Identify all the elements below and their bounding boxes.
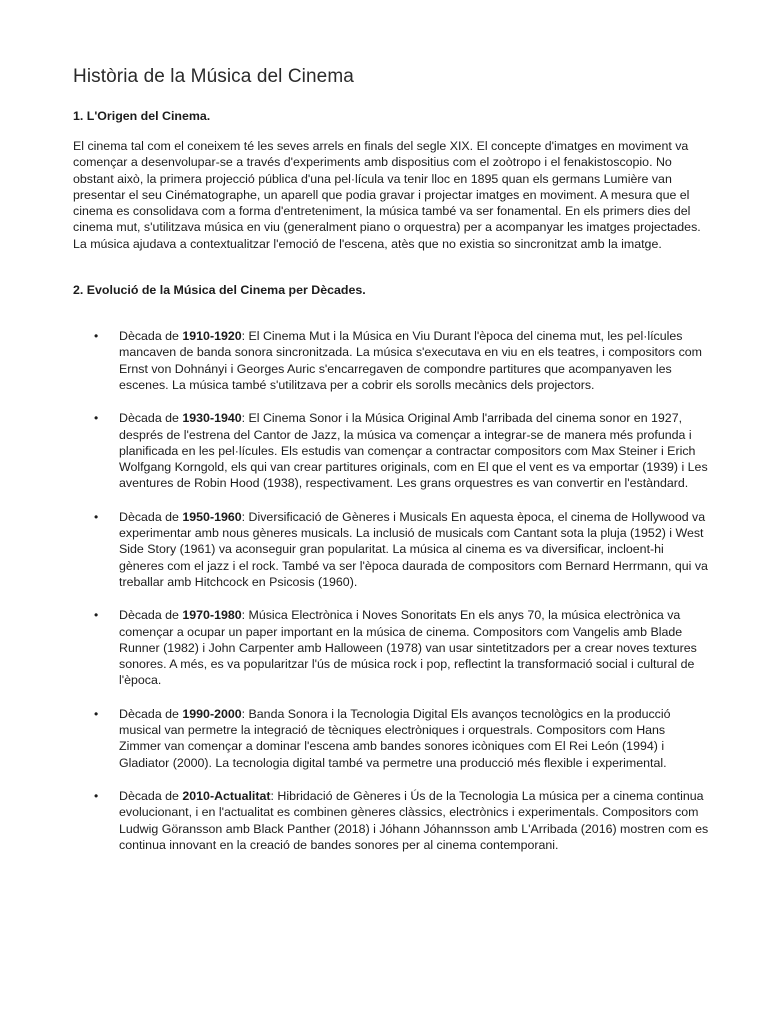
bullet-icon: •: [94, 329, 99, 344]
decade-prefix: Dècada de: [119, 788, 183, 803]
document-page: [73, 66, 709, 870]
decade-prefix: Dècada de: [119, 608, 183, 623]
bullet-icon: •: [94, 706, 99, 721]
bullet-icon: •: [94, 509, 99, 524]
document-title: Història de la Música del Cinema: [73, 66, 354, 87]
decades-list: [73, 328, 709, 853]
section-heading-evolution: 2. Evolució de la Música del Cinema per Dècades.: [73, 283, 366, 298]
decade-period: 1910-1920: [182, 329, 242, 344]
decade-text: : Diversificació de Gèneres i Musicals En aquesta època, el cinema de Hollywood va experimentar amb nous gèneres musicals. La inclusió de musicals com Cantant sota la pluja (1952) i West Side Story (1961) va aconseguir gran popularitat. La música al cinema es va diversificar, incloent-hi gèneres com el jazz i el rock. També va ser l'època daurada de compositors com Bernard Herrmann, qui va treballar amb Hitchcock en Psicosis (1960).: [119, 509, 708, 589]
bullet-icon: •: [94, 608, 99, 623]
list-item-1970: [73, 607, 709, 688]
list-item-1910: [73, 328, 709, 393]
decade-prefix: Dècada de: [119, 706, 183, 721]
list-item-1990: [73, 706, 709, 771]
decade-prefix: Dècada de: [119, 411, 183, 426]
decade-text: : Música Electrònica i Noves Sonoritats En els anys 70, la música electrònica va començar a ocupar un paper important en la música de cinema. Compositors com Vangelis amb Blade Runner (1982) i John Carpenter amb Halloween (1978) van usar sintetitzadors per a crear noves textures sonores. A més, es va popularitzar l'ús de música rock i pop, reflectint la transformació social i cultural de l'època.: [119, 608, 697, 688]
decade-prefix: Dècada de: [119, 509, 183, 524]
list-item-2010: [73, 788, 709, 853]
decade-period: 1970-1980: [182, 608, 242, 623]
bullet-icon: •: [94, 411, 99, 426]
section-heading-origin: 1. L'Origen del Cinema.: [73, 109, 211, 123]
decade-text: : El Cinema Mut i la Música en Viu Durant l'època del cinema mut, les pel·lícules mancaven de banda sonora sincronitzada. La música s'executava en viu en els teatres, i compositors com Ernst von Dohnányi i Georges Auric s'encarregaven de compondre partitures que acompanyaven les escenes. La música també s'utilitzava per a cobrir els sorolls mecànics dels projectors.: [119, 329, 702, 392]
decade-text: : Hibridació de Gèneres i Ús de la Tecnologia La música per a cinema continua evolucionant, i en l'actualitat es combinen gèneres clàssics, electrònics i experimentals. Compositors com Ludwig Göransson amb Black Panther (2018) i Jóhann Jóhannsson amb L'Arribada (2016) mostren com es continua innovant en la creació de bandes sonores per al cinema contemporani.: [119, 788, 709, 852]
decade-prefix: Dècada de: [119, 329, 183, 344]
list-item-1930: [73, 410, 709, 491]
decade-period: 2010-Actualitat: [182, 788, 271, 803]
decade-text: : El Cinema Sonor i la Música Original Amb l'arribada del cinema sonor en 1927, després de l'estrena del Cantor de Jazz, la música va començar a integrar-se de manera més profunda i planificada en les pel·lícules. Els estudis van començar a contractar compositors com Max Steiner i Erich Wolfgang Korngold, els qui van crear partitures originals, com en El que el vent es va emportar (1939) i Les aventures de Robin Hood (1938), respectivament. Les grans orquestres es van convertir en l'estàndard.: [119, 411, 708, 491]
origin-paragraph: El cinema tal com el coneixem té les seves arrels en finals del segle XIX. El concepte d'imatges en moviment va començar a desenvolupar-se a través d'experiments amb dispositius com el zoòtropo i el fenakistoscopio. No obstant això, la primera projecció pública d'una pel·lícula va tenir lloc en 1895 quan els germans Lumière van presentar el seu Cinématographe, un aparell que podia gravar i projectar imatges en moviment. A mesura que el cinema es consolidava com a forma d'entreteniment, la música també va ser fonamental. En els primers dies del cinema mut, s'utilitzava música en viu (generalment piano o orquestra) per a acompanyar les imatges projectades. La música ajudava a contextualitzar l'emoció de l'escena, atès que no existia so sincronitzat amb la imatge.: [73, 139, 701, 251]
decade-period: 1950-1960: [182, 509, 242, 524]
list-item-1950: [73, 509, 709, 590]
decade-text: : Banda Sonora i la Tecnologia Digital Els avanços tecnològics en la producció musical van permetre la integració de tècniques electròniques i orquestrals. Compositors com Hans Zimmer van començar a dominar l'escena amb bandes sonores icòniques com El Rei León (1994) i Gladiator (2000). La tecnologia digital també va permetre una producció més flexible i experimental.: [119, 706, 671, 770]
decade-period: 1930-1940: [182, 411, 242, 426]
decade-period: 1990-2000: [182, 706, 242, 721]
bullet-icon: •: [94, 788, 99, 803]
